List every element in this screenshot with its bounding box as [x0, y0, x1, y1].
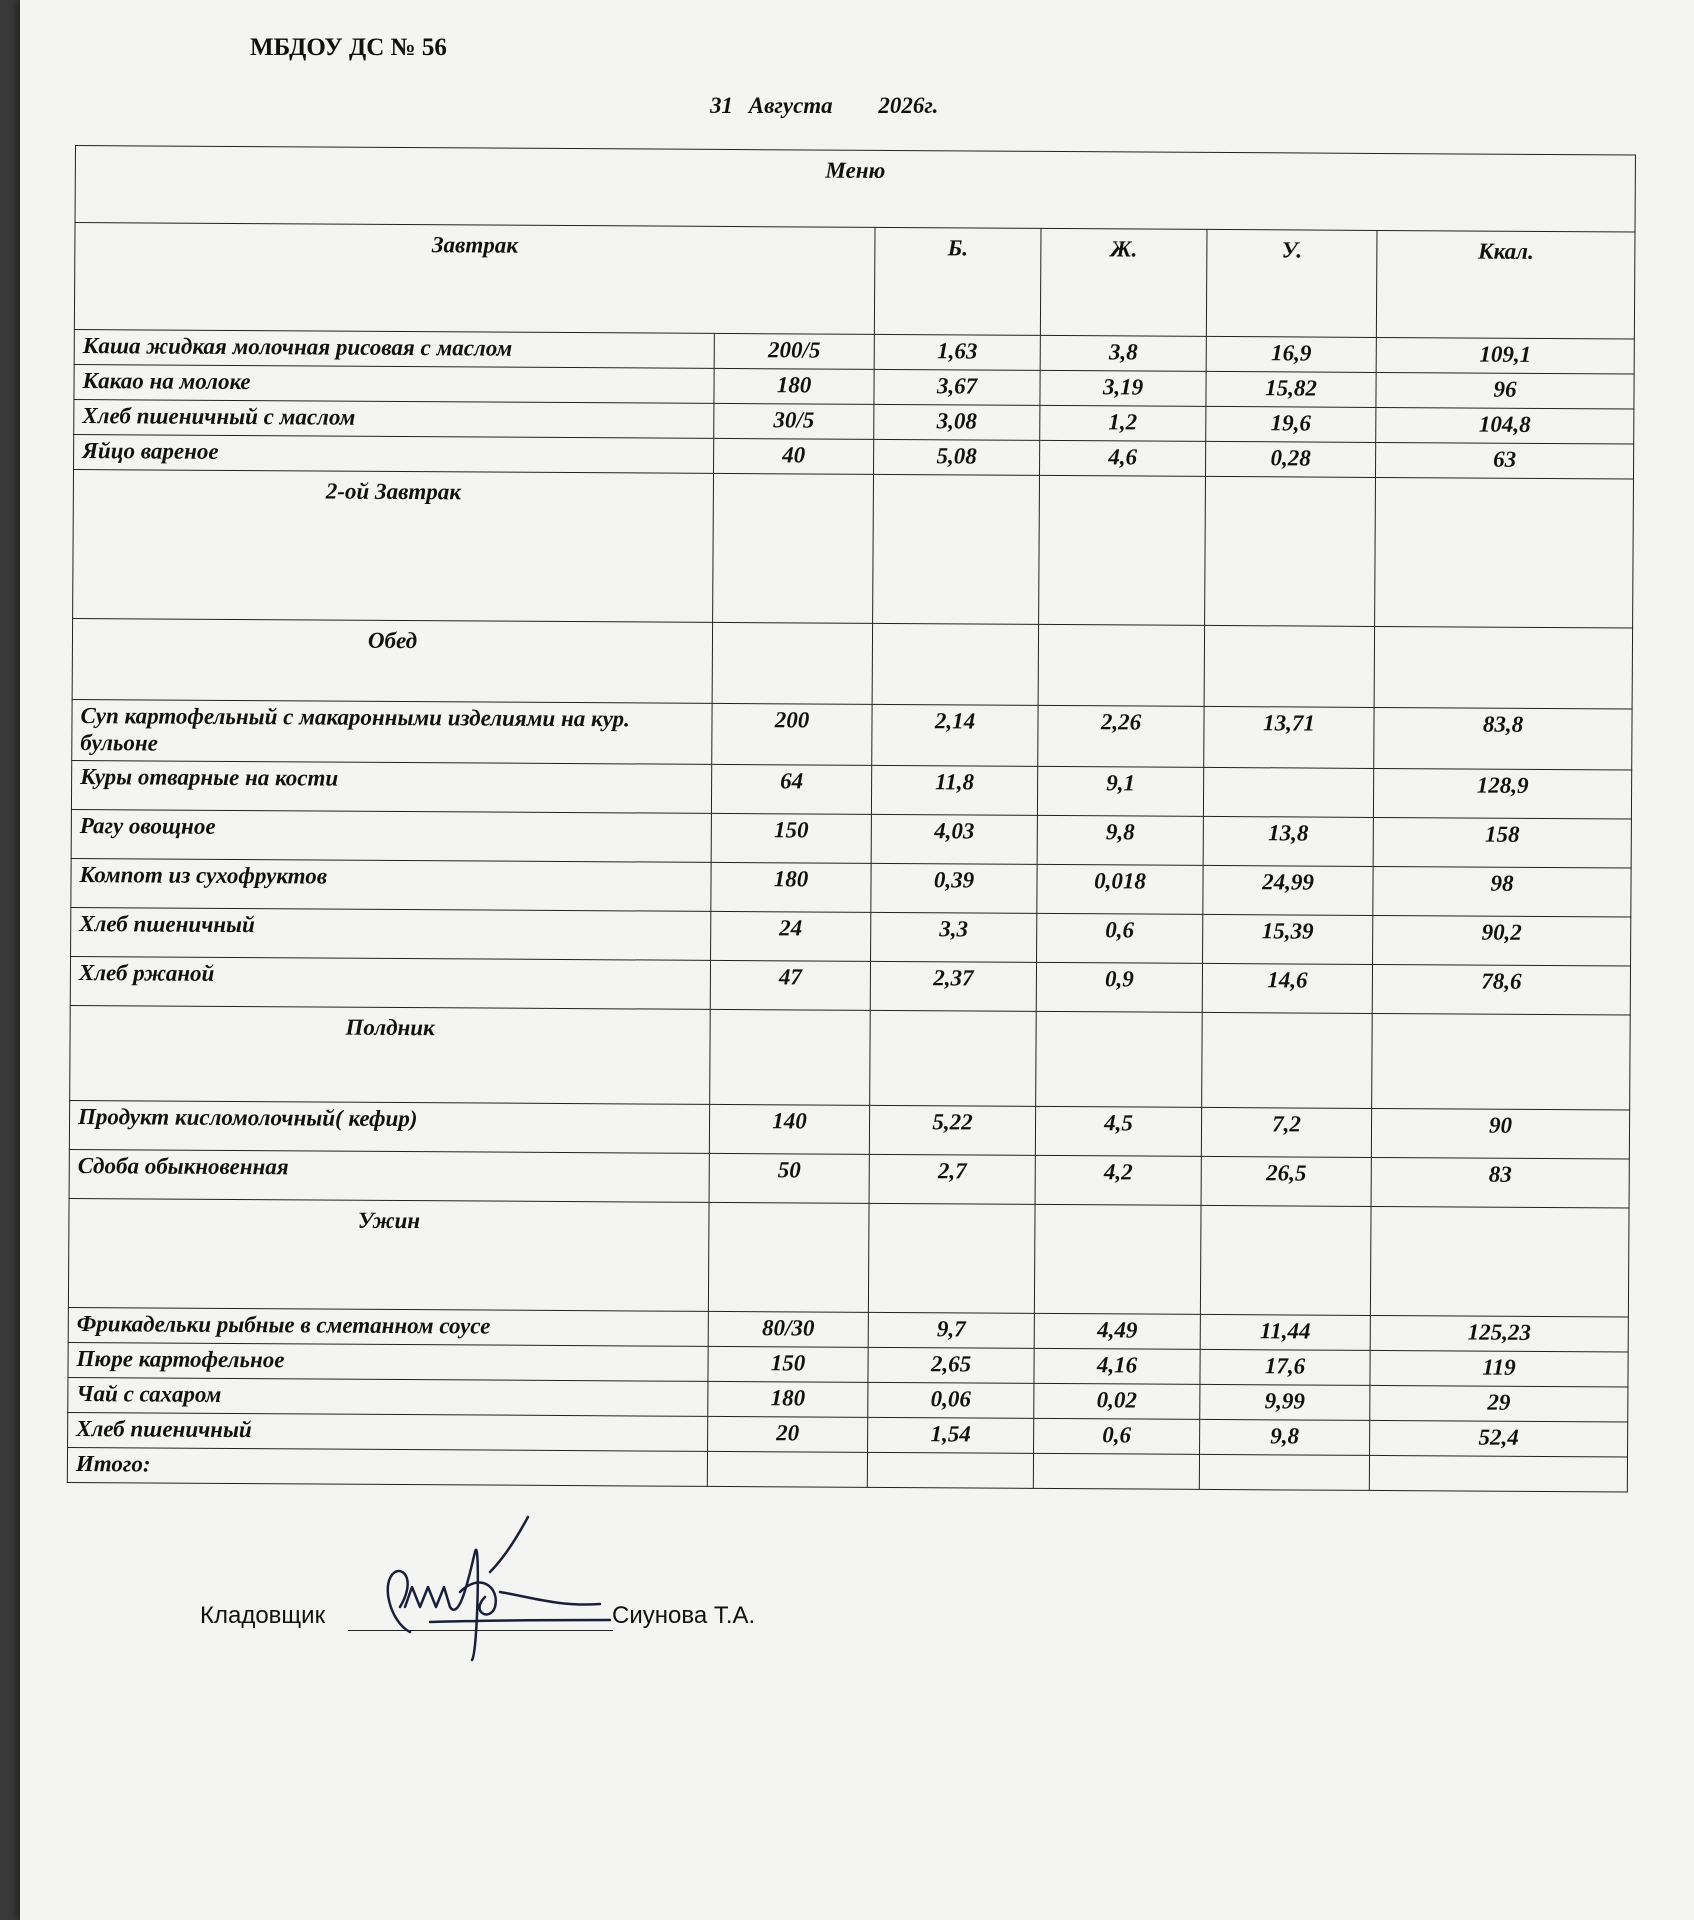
- portion: 150: [711, 813, 871, 863]
- total-label: Итого:: [67, 1447, 707, 1486]
- portion: 180: [708, 1381, 868, 1417]
- empty-cell: [870, 1010, 1037, 1106]
- dish-name: Куры отварные на кости: [71, 760, 711, 813]
- dish-name: Хлеб пшеничный: [71, 907, 711, 960]
- kcal: 52,4: [1370, 1420, 1628, 1457]
- kcal: 78,6: [1372, 964, 1630, 1015]
- fat: 0,6: [1034, 1418, 1200, 1454]
- empty-cell: [1038, 624, 1204, 706]
- empty-cell: [1034, 1204, 1201, 1314]
- column-header-fat: Ж.: [1040, 228, 1207, 336]
- table-title: Меню: [75, 146, 1635, 233]
- fat: 2,26: [1038, 705, 1204, 767]
- kcal: 90,2: [1373, 915, 1631, 966]
- empty-cell: [713, 473, 874, 623]
- fat: 3,8: [1040, 335, 1206, 371]
- column-header-protein: Б.: [874, 227, 1041, 335]
- carbs: 9,99: [1200, 1384, 1370, 1420]
- fat: 0,018: [1037, 864, 1203, 914]
- protein: 3,67: [874, 369, 1040, 405]
- fat: 4,49: [1034, 1313, 1200, 1349]
- empty-cell: [712, 622, 872, 704]
- empty-cell: [872, 623, 1038, 705]
- empty-cell: [1374, 626, 1633, 709]
- document-page: [20, 0, 1694, 1920]
- empty-cell: [1200, 1205, 1371, 1315]
- kcal: 125,23: [1370, 1315, 1628, 1352]
- fat: 0,02: [1034, 1383, 1200, 1419]
- empty-cell: [710, 1009, 871, 1105]
- fat: 4,5: [1035, 1106, 1201, 1156]
- fat: 3,19: [1040, 370, 1206, 406]
- dish-name: Каша жидкая молочная рисовая с маслом: [74, 329, 714, 368]
- portion: 24: [711, 911, 871, 961]
- empty-cell: [1039, 475, 1206, 625]
- fat: 9,8: [1037, 815, 1203, 865]
- signature-block: [200, 1590, 920, 1680]
- fat: 1,2: [1040, 405, 1206, 441]
- empty-cell: [1033, 1453, 1199, 1489]
- empty-cell: [1202, 1012, 1373, 1108]
- dish-name: Яйцо вареное: [74, 434, 714, 473]
- empty-cell: [1370, 1206, 1629, 1317]
- date-month: Августа: [748, 93, 833, 118]
- carbs: [1203, 767, 1373, 817]
- carbs: 16,9: [1206, 336, 1376, 372]
- empty-cell: [708, 1202, 869, 1312]
- menu-table: [67, 145, 1636, 1493]
- section-heading: Ужин: [68, 1198, 709, 1311]
- dish-name: Продукт кисломолочный( кефир): [69, 1100, 709, 1153]
- carbs: 9,8: [1200, 1419, 1370, 1455]
- section-heading: Полдник: [70, 1005, 711, 1104]
- carbs: 26,5: [1201, 1156, 1371, 1206]
- empty-cell: [1372, 1013, 1631, 1110]
- dish-name: Хлеб пшеничный с маслом: [74, 399, 714, 438]
- empty-cell: [868, 1203, 1035, 1313]
- protein: 3,08: [874, 404, 1040, 440]
- carbs: 24,99: [1203, 865, 1373, 915]
- organization-name: МБДОУ ДС № 56: [250, 34, 447, 61]
- kcal: 119: [1370, 1350, 1628, 1387]
- fat: 0,6: [1037, 913, 1203, 963]
- dish-name: Пюре картофельное: [68, 1342, 708, 1381]
- protein: 1,54: [868, 1417, 1034, 1453]
- carbs: 17,6: [1200, 1349, 1370, 1385]
- kcal: 104,8: [1376, 407, 1634, 444]
- dish-name: Хлеб пшеничный: [68, 1412, 708, 1451]
- portion: 50: [709, 1153, 869, 1203]
- portion: 64: [711, 764, 871, 814]
- dish-name: Чай с сахаром: [68, 1377, 708, 1416]
- kcal: 90: [1371, 1108, 1629, 1159]
- protein: 11,8: [871, 765, 1037, 815]
- empty-cell: [867, 1452, 1033, 1488]
- kcal: 128,9: [1373, 768, 1631, 819]
- dish-name: Рагу овощное: [71, 809, 711, 862]
- empty-cell: [1199, 1454, 1369, 1490]
- date-year: 2026г.: [878, 93, 939, 118]
- portion: 200/5: [714, 333, 874, 369]
- dish-name: Хлеб ржаной: [70, 956, 710, 1009]
- protein: 1,63: [874, 334, 1040, 370]
- protein: 0,39: [871, 863, 1037, 913]
- table-row: [72, 699, 1632, 770]
- carbs: 7,2: [1201, 1107, 1371, 1157]
- carbs: 15,39: [1203, 914, 1373, 964]
- menu-date: [710, 93, 948, 119]
- empty-cell: [1204, 625, 1374, 707]
- protein: 3,3: [871, 912, 1037, 962]
- portion: 30/5: [714, 403, 874, 439]
- portion: 47: [710, 960, 870, 1010]
- dish-name: Какао на молоке: [74, 364, 714, 403]
- dish-name: Компот из сухофруктов: [71, 858, 711, 911]
- kcal: 29: [1370, 1385, 1628, 1422]
- handwritten-signature: [350, 1512, 620, 1662]
- section-heading: Обед: [72, 618, 712, 703]
- protein: 5,08: [874, 439, 1040, 475]
- portion: 180: [714, 368, 874, 404]
- kcal: 96: [1376, 372, 1634, 409]
- fat: 4,2: [1035, 1155, 1201, 1205]
- carbs: 0,28: [1205, 441, 1375, 477]
- section-heading: 2-ой Завтрак: [73, 469, 714, 622]
- column-header-carbs: У.: [1206, 229, 1377, 337]
- portion: 180: [711, 862, 871, 912]
- empty-cell: [1369, 1455, 1627, 1492]
- protein: 2,37: [870, 961, 1036, 1011]
- carbs: 11,44: [1200, 1314, 1370, 1350]
- empty-cell: [1036, 1011, 1203, 1107]
- fat: 9,1: [1037, 766, 1203, 816]
- kcal: 98: [1373, 866, 1631, 917]
- portion: 80/30: [708, 1311, 868, 1347]
- column-header-kcal: Ккал.: [1376, 230, 1635, 339]
- portion: 40: [714, 438, 874, 474]
- kcal: 63: [1375, 442, 1633, 479]
- protein: 0,06: [868, 1382, 1034, 1418]
- date-day: 31: [710, 93, 733, 118]
- fat: 4,16: [1034, 1348, 1200, 1384]
- fat: 4,6: [1039, 440, 1205, 476]
- kcal: 109,1: [1376, 337, 1634, 374]
- kcal: 83: [1371, 1157, 1629, 1208]
- fat: 0,9: [1036, 962, 1202, 1012]
- signer-role: Кладовщик: [200, 1602, 326, 1629]
- empty-cell: [1205, 476, 1376, 626]
- carbs: 14,6: [1202, 963, 1372, 1013]
- dish-name: Сдоба обыкновенная: [69, 1149, 709, 1202]
- portion: 150: [708, 1346, 868, 1382]
- signer-name: Сиунова Т.А.: [612, 1602, 756, 1629]
- carbs: 15,82: [1206, 371, 1376, 407]
- carbs: 13,8: [1203, 816, 1373, 866]
- protein: 4,03: [871, 814, 1037, 864]
- empty-cell: [873, 474, 1040, 624]
- empty-cell: [707, 1451, 867, 1487]
- kcal: 158: [1373, 817, 1631, 868]
- protein: 9,7: [868, 1312, 1034, 1348]
- dish-name: Фрикадельки рыбные в сметанном соусе: [68, 1307, 708, 1346]
- carbs: 19,6: [1206, 406, 1376, 442]
- portion: 20: [708, 1416, 868, 1452]
- kcal: 83,8: [1374, 707, 1632, 770]
- dish-name: Суп картофельный с макаронными изделиями на кур. бульоне: [72, 699, 712, 764]
- portion: 140: [709, 1104, 869, 1154]
- portion: 200: [712, 703, 872, 765]
- empty-cell: [1375, 477, 1634, 628]
- section-heading: Завтрак: [74, 223, 875, 335]
- protein: 5,22: [869, 1105, 1035, 1155]
- protein: 2,14: [872, 704, 1038, 766]
- protein: 2,65: [868, 1347, 1034, 1383]
- protein: 2,7: [869, 1154, 1035, 1204]
- carbs: 13,71: [1204, 706, 1374, 768]
